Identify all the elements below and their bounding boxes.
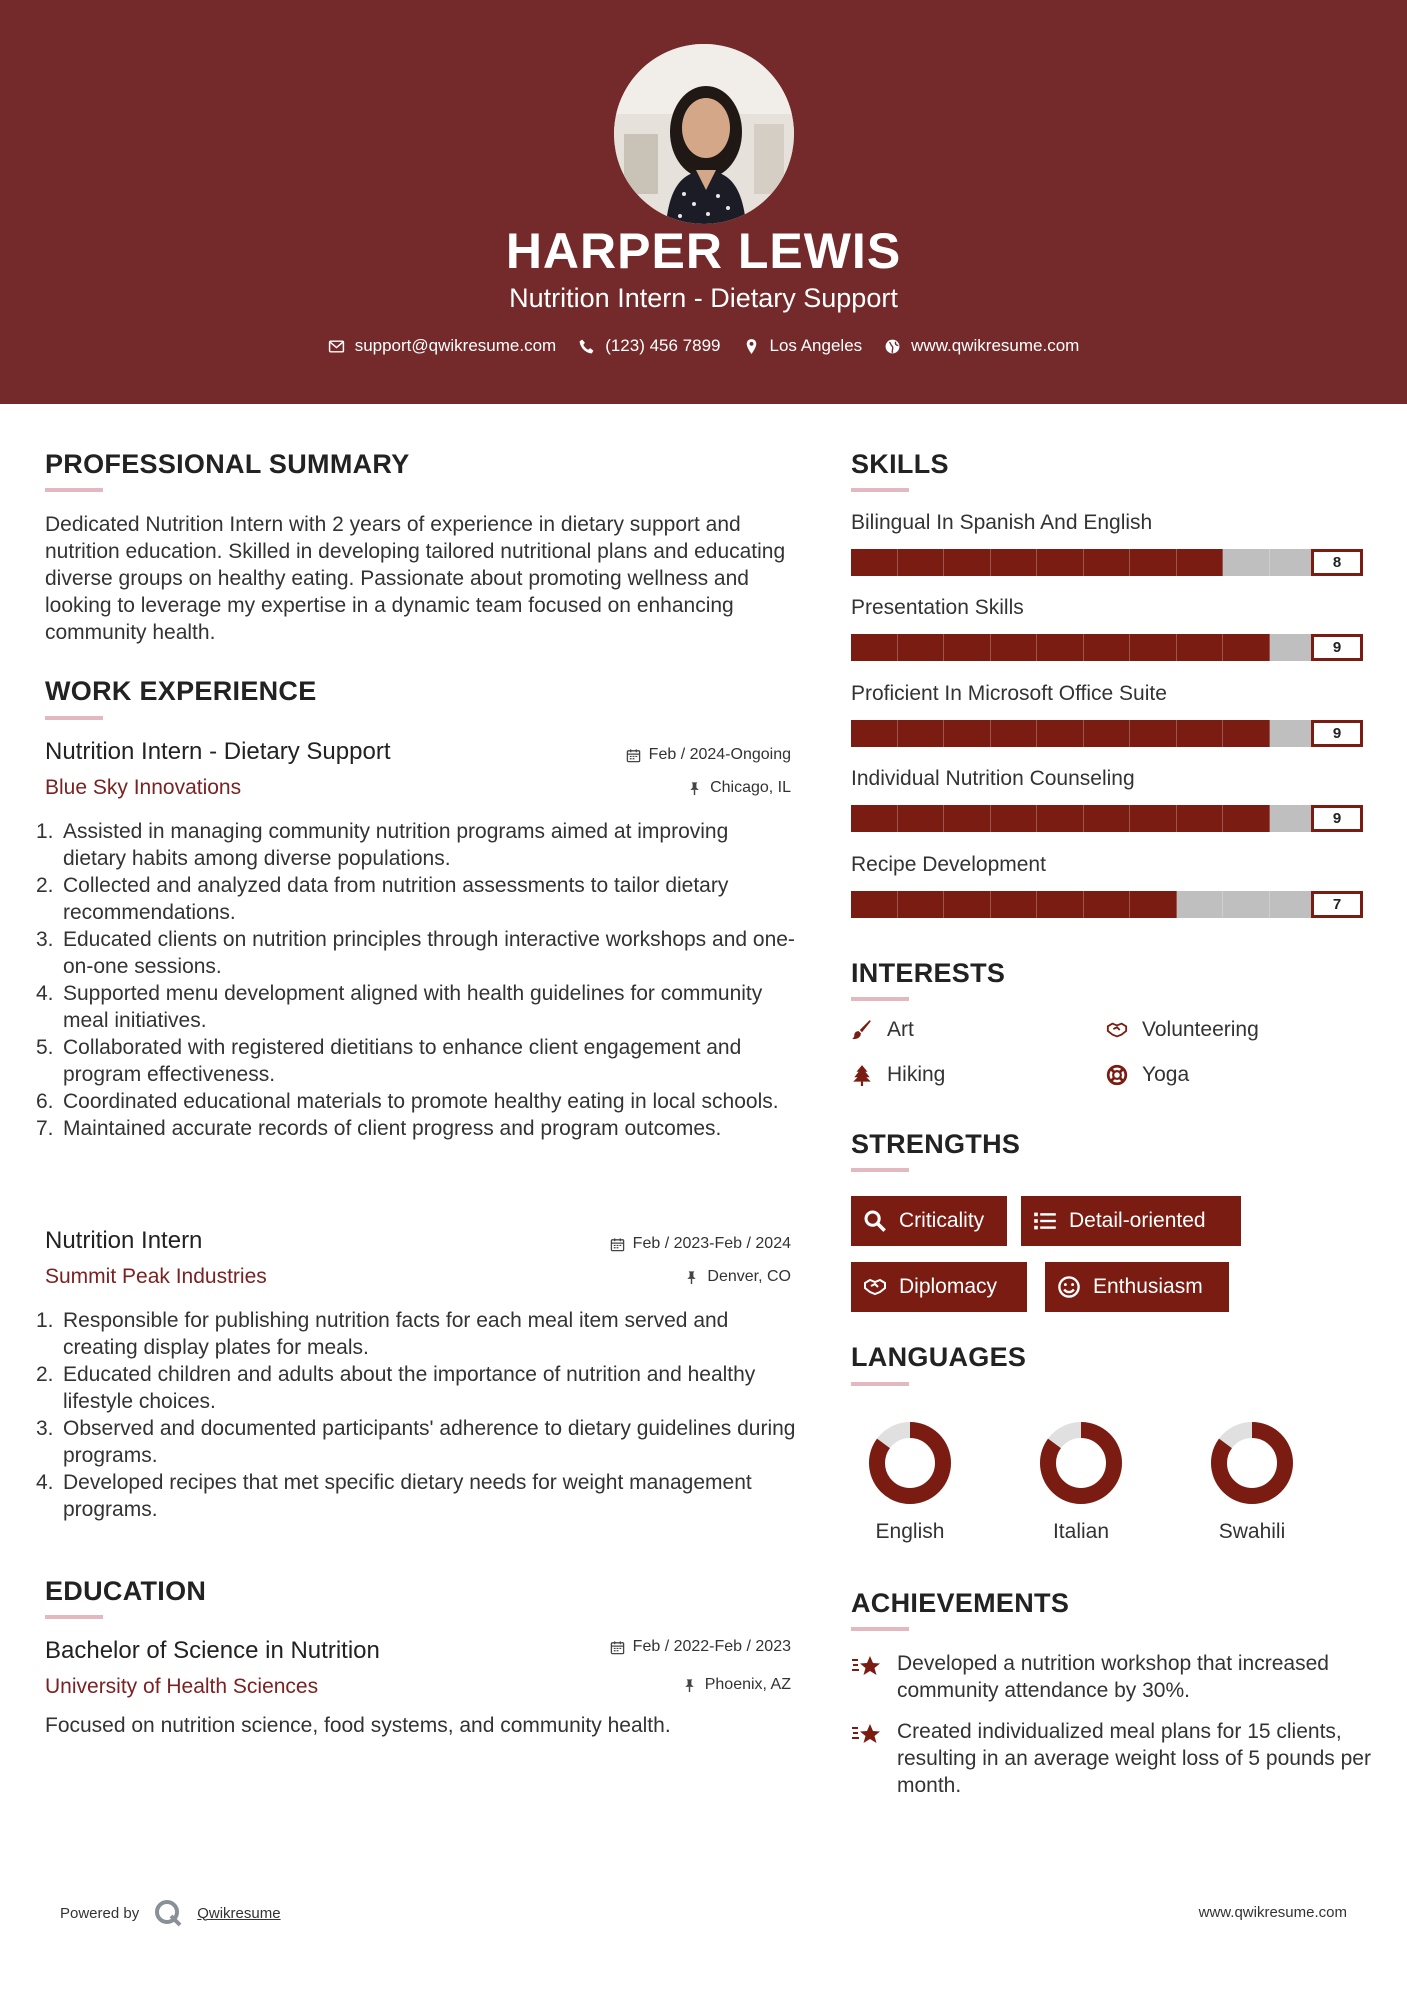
skill-segment <box>851 634 898 661</box>
skill-segment <box>1270 634 1317 661</box>
smile-icon <box>1057 1275 1081 1299</box>
header-banner <box>0 0 1407 404</box>
job-company: Blue Sky Innovations <box>45 776 242 799</box>
lifebuoy-icon <box>1106 1064 1128 1086</box>
list-item: 7. Maintained accurate records of client progress and program outcomes. <box>36 1117 722 1140</box>
skill-bar <box>851 891 1363 918</box>
skill-bar <box>851 720 1363 747</box>
language-ring <box>865 1418 955 1508</box>
skill-segment <box>898 634 945 661</box>
job-company: Summit Peak Industries <box>45 1265 267 1288</box>
skill-segment <box>1037 634 1084 661</box>
skills-underline <box>851 488 909 492</box>
phone-text: (123) 456 7899 <box>605 336 721 355</box>
skill-label: Recipe Development <box>851 853 1046 876</box>
skill-segment <box>1130 549 1177 576</box>
language-label: English <box>875 1520 945 1543</box>
skill-segment <box>1270 891 1317 918</box>
education-location-text: Phoenix, AZ <box>704 1676 791 1693</box>
pushpin-icon <box>687 781 702 796</box>
handshake-icon <box>1106 1019 1128 1041</box>
skill-segment <box>944 720 991 747</box>
skill-bar <box>851 634 1363 661</box>
job-bullets <box>36 818 796 1142</box>
skill-segment <box>991 805 1038 832</box>
interest-item: Hiking <box>851 1063 945 1087</box>
job-dates <box>626 746 791 764</box>
interests-underline <box>851 997 909 1001</box>
interest-item: Art <box>851 1018 914 1042</box>
education-dates <box>610 1638 791 1656</box>
website-text: www.qwikresume.com <box>911 336 1080 355</box>
skill-segment <box>1084 891 1131 918</box>
skill-segment <box>898 805 945 832</box>
skill-segment <box>851 720 898 747</box>
achievements-heading: ACHIEVEMENTS <box>851 1588 1070 1618</box>
person-title: Nutrition Intern - Dietary Support <box>509 283 898 313</box>
list-icon <box>1033 1209 1057 1233</box>
paintbrush-icon <box>851 1019 873 1041</box>
languages-heading: LANGUAGES <box>851 1342 1027 1372</box>
skill-segment <box>898 891 945 918</box>
skill-bar <box>851 805 1363 832</box>
skill-segment <box>991 549 1038 576</box>
skill-segment <box>991 720 1038 747</box>
skill-segment <box>991 891 1038 918</box>
skill-segment <box>1177 891 1224 918</box>
skill-segment <box>1130 634 1177 661</box>
skill-segment <box>1270 720 1317 747</box>
skill-segment <box>851 805 898 832</box>
map-pin-icon <box>743 338 760 355</box>
experience-heading: WORK EXPERIENCE <box>45 676 317 706</box>
skill-segment <box>851 549 898 576</box>
job-location-text: Chicago, IL <box>710 779 791 796</box>
skill-segment <box>944 549 991 576</box>
skill-segment <box>1223 634 1270 661</box>
skill-segment <box>898 549 945 576</box>
skill-segment <box>944 805 991 832</box>
handshake-icon <box>863 1275 887 1299</box>
pushpin-icon <box>684 1270 699 1285</box>
calendar-icon <box>626 748 641 763</box>
skill-segment <box>1270 805 1317 832</box>
contact-email[interactable] <box>328 336 557 356</box>
language-label: Italian <box>1052 1520 1110 1543</box>
star-award-icon <box>851 1652 883 1680</box>
skill-segment <box>1084 549 1131 576</box>
skill-segment <box>1084 805 1131 832</box>
education-underline <box>45 1615 103 1619</box>
skill-label: Bilingual In Spanish And English <box>851 511 1153 534</box>
brand-link[interactable]: Qwikresume <box>197 1904 281 1922</box>
strengths-heading: STRENGTHS <box>851 1129 1021 1159</box>
strength-badge: Enthusiasm <box>1045 1262 1229 1312</box>
skill-segment <box>1037 891 1084 918</box>
strength-badge: Detail-oriented <box>1021 1196 1241 1246</box>
language-item <box>850 1418 970 1544</box>
skill-segment <box>1223 549 1270 576</box>
contact-website[interactable] <box>884 336 1079 356</box>
skill-segment <box>851 891 898 918</box>
school-name: University of Health Sciences <box>45 1675 319 1698</box>
skill-segment <box>1130 891 1177 918</box>
list-item: 6. Coordinated educational materials to promote healthy eating in local schools. <box>36 1090 779 1113</box>
star-award-icon <box>851 1720 883 1748</box>
job-dates-text: Feb / 2023-Feb / 2024 <box>632 1235 791 1252</box>
search-icon <box>863 1209 887 1233</box>
job-location-text: Denver, CO <box>707 1268 791 1285</box>
person-name: HARPER LEWIS <box>505 223 902 279</box>
powered-by-text: Powered by <box>60 1904 140 1922</box>
skill-segment <box>1270 549 1317 576</box>
skill-segment <box>1037 549 1084 576</box>
skill-label: Individual Nutrition Counseling <box>851 767 1135 790</box>
avatar <box>614 44 794 224</box>
job-bullets <box>36 1307 796 1523</box>
calendar-icon <box>610 1237 625 1252</box>
language-item <box>1021 1418 1141 1544</box>
list-item: 1. Responsible for publishing nutrition facts for each meal item served and creating display plates for meals. <box>36 1309 729 1359</box>
skill-segment <box>1223 891 1270 918</box>
strength-badge: Criticality <box>851 1196 1007 1246</box>
education-description: Focused on nutrition science, food systems, and community health. <box>45 1714 671 1737</box>
footer-website[interactable]: www.qwikresume.com <box>1198 1904 1347 1921</box>
skill-segment <box>991 634 1038 661</box>
list-item: 4. Developed recipes that met specific dietary needs for weight management programs. <box>36 1471 752 1521</box>
phone-icon <box>578 338 595 355</box>
summary-heading: PROFESSIONAL SUMMARY <box>45 449 410 479</box>
language-label: Swahili <box>1218 1520 1286 1543</box>
skill-label: Proficient In Microsoft Office Suite <box>851 682 1167 705</box>
skill-score-badge: 9 <box>1311 720 1363 747</box>
job-location <box>687 779 791 797</box>
envelope-icon <box>328 338 345 355</box>
list-item: 5. Collaborated with registered dietitians to enhance client engagement and program effectiveness. <box>36 1036 742 1086</box>
skill-segment <box>1084 634 1131 661</box>
skill-segment <box>1130 720 1177 747</box>
skill-segment <box>1177 634 1224 661</box>
strength-badge: Diplomacy <box>851 1262 1027 1312</box>
skill-segment <box>944 891 991 918</box>
language-ring <box>1036 1418 1126 1508</box>
degree-title: Bachelor of Science in Nutrition <box>45 1637 380 1664</box>
list-item: 4. Supported menu development aligned with health guidelines for community meal initiatives. <box>36 982 763 1032</box>
education-location <box>682 1676 791 1694</box>
education-heading: EDUCATION <box>45 1576 207 1606</box>
languages-underline <box>851 1382 909 1386</box>
job-dates <box>610 1235 791 1253</box>
education-dates-text: Feb / 2022-Feb / 2023 <box>632 1638 791 1655</box>
achievement-item: Created individualized meal plans for 15 clients, resulting in an average weight loss of 5 pounds per month. <box>851 1718 1371 1799</box>
strengths-underline <box>851 1168 909 1172</box>
list-item: 2. Collected and analyzed data from nutrition assessments to tailor dietary recommendations. <box>36 874 729 924</box>
achievement-item: Developed a nutrition workshop that increased community attendance by 30%. <box>851 1650 1371 1704</box>
experience-underline <box>45 716 103 720</box>
skill-segment <box>1037 720 1084 747</box>
skill-segment <box>1084 720 1131 747</box>
pushpin-icon <box>682 1678 697 1693</box>
summary-text: Dedicated Nutrition Intern with 2 years of experience in dietary support and nutrition education. Skilled in developing tailored nutritional plans and educating diverse groups on healthy eating. Passionate about promoting wellness and looking to leverage my expertise in a dynamic team focused on enhancing community health. <box>45 513 786 644</box>
qwikresume-logo-icon <box>153 1898 183 1928</box>
calendar-icon <box>610 1640 625 1655</box>
interests-heading: INTERESTS <box>851 958 1006 988</box>
list-item: 3. Educated clients on nutrition principles through interactive workshops and one-on-one sessions. <box>36 928 795 978</box>
skill-bar <box>851 549 1363 576</box>
job-location <box>684 1268 791 1286</box>
contact-location <box>743 336 863 356</box>
language-ring <box>1207 1418 1297 1508</box>
job-dates-text: Feb / 2024-Ongoing <box>648 746 791 763</box>
skill-score-badge: 9 <box>1311 805 1363 832</box>
skill-segment <box>1130 805 1177 832</box>
interest-item: Yoga <box>1106 1063 1189 1087</box>
skill-score-badge: 7 <box>1311 891 1363 918</box>
summary-underline <box>45 488 103 492</box>
interest-item: Volunteering <box>1106 1018 1259 1042</box>
skill-segment <box>1177 720 1224 747</box>
list-item: 2. Educated children and adults about the importance of nutrition and healthy lifestyle choices. <box>36 1363 756 1413</box>
skills-heading: SKILLS <box>851 449 949 479</box>
skill-segment <box>1177 805 1224 832</box>
job-title: Nutrition Intern - Dietary Support <box>45 738 391 765</box>
skill-segment <box>1223 805 1270 832</box>
skill-label: Presentation Skills <box>851 596 1024 619</box>
skill-segment <box>1223 720 1270 747</box>
language-item <box>1192 1418 1312 1544</box>
skill-segment <box>944 634 991 661</box>
achievements-underline <box>851 1627 909 1631</box>
skill-segment <box>1177 549 1224 576</box>
email-text: support@qwikresume.com <box>354 336 557 355</box>
profile-photo <box>614 44 794 224</box>
skill-score-badge: 9 <box>1311 634 1363 661</box>
skill-segment <box>1037 805 1084 832</box>
tree-icon <box>851 1064 873 1086</box>
job-title: Nutrition Intern <box>45 1227 203 1254</box>
globe-icon <box>884 338 901 355</box>
list-item: 1. Assisted in managing community nutrition programs aimed at improving dietary habits among diverse populations. <box>36 820 729 870</box>
location-text: Los Angeles <box>769 336 863 355</box>
contact-phone[interactable] <box>578 336 720 356</box>
skill-segment <box>898 720 945 747</box>
contact-row <box>0 336 1407 356</box>
skill-score-badge: 8 <box>1311 549 1363 576</box>
list-item: 3. Observed and documented participants' adherence to dietary guidelines during programs. <box>36 1417 796 1467</box>
footer-powered <box>60 1898 281 1928</box>
